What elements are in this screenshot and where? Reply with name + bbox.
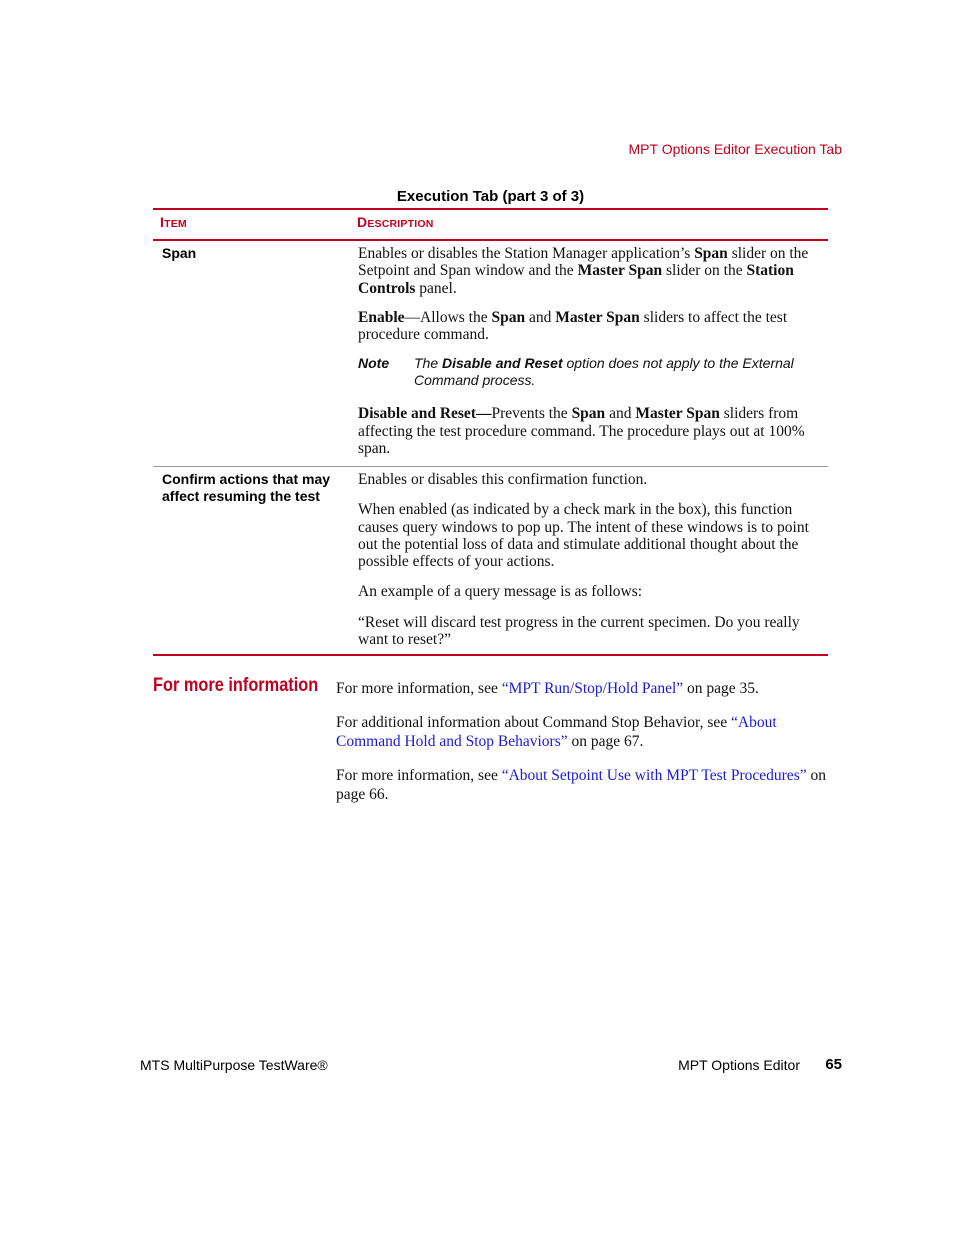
note-block (358, 355, 816, 389)
footer-chapter-name: MPT Options Editor (678, 1057, 800, 1073)
confirm-detail-paragraph: When enabled (as indicated by a check mark in the box), this function causes query windows to pop up. The intent of these windows is to point out the potential loss of data and stimulate additional thought about the possible effects of your actions. (358, 501, 809, 571)
confirm-description-paragraph: Enables or disables this confirmation function. (358, 471, 648, 488)
more-info-paragraph-3: For more information, see “About Setpoint Use with MPT Test Procedures” on page 66. (336, 767, 826, 803)
table-top-rule (153, 208, 828, 210)
row-item-span: Span (162, 245, 197, 261)
row-description-confirm-actions (358, 471, 816, 660)
query-example-intro: An example of a query message is as follows: (358, 583, 643, 601)
page-number: 65 (825, 1056, 842, 1073)
link-run-stop-hold-panel[interactable]: “MPT Run/Stop/Hold Panel” (501, 680, 684, 697)
footer-product-name: MTS MultiPurpose TestWare® (140, 1057, 328, 1073)
more-information-heading: For more information (153, 675, 319, 696)
query-example-message: “Reset will discard test progress in the current specimen. Do you really want to reset?” (358, 613, 800, 649)
table-row-divider (153, 466, 828, 467)
note-label: Note (358, 355, 390, 372)
table-title: Execution Tab (part 3 of 3) (396, 188, 585, 205)
link-command-hold-stop-behaviors[interactable]: “About Command Hold and Stop Behaviors” (336, 714, 777, 750)
disable-reset-option-paragraph: Disable and Reset—Prevents the Span and Master Span sliders from affecting the test procedure command. The procedure plays out at 100% span. (358, 405, 805, 458)
column-header-description: DESCRIPTION (357, 214, 434, 230)
more-info-paragraph-2: For additional information about Command Stop Behavior, see “About Command Hold and Stop Behaviors” on page 67. (336, 714, 777, 750)
table-bottom-rule (153, 654, 828, 656)
column-header-item: ITEM (160, 214, 187, 230)
link-setpoint-use[interactable]: “About Setpoint Use with MPT Test Procedures” (501, 767, 807, 784)
span-description-paragraph: Enables or disables the Station Manager application’s Span slider on the Setpoint and Span window and the Master Span slider on the Station Controls panel. (358, 245, 809, 297)
row-item-confirm-actions: Confirm actions that may affect resuming the test (162, 471, 331, 504)
row-description-span (358, 245, 816, 469)
table-header-rule (153, 239, 828, 241)
note-text: The Disable and Reset option does not apply to the External Command process. (414, 355, 794, 389)
more-info-paragraph-1: For more information, see “MPT Run/Stop/Hold Panel” on page 35. (336, 680, 759, 697)
more-information-body (336, 679, 836, 819)
running-header: MPT Options Editor Execution Tab (628, 141, 842, 157)
enable-option-paragraph: Enable—Allows the Span and Master Span sliders to affect the test procedure command. (358, 308, 788, 344)
